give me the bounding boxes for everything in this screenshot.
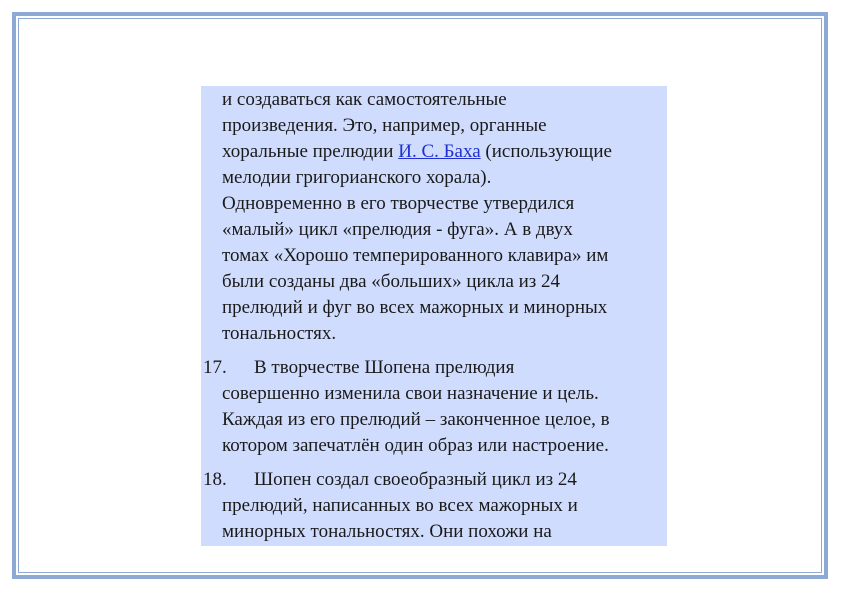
text-line: минорных тональностях. Они похожи на <box>222 521 552 542</box>
text-line: прелюдий и фуг во всех мажорных и минорных <box>222 297 608 318</box>
text-line <box>222 467 667 493</box>
text-line-with-link <box>222 139 667 165</box>
text-box[interactable] <box>201 86 667 546</box>
text-fragment: Шопен создал своеобразный цикл из 24 <box>254 469 577 490</box>
list-number: 18. <box>203 469 227 490</box>
text-line: произведения. Это, например, органные <box>222 115 547 136</box>
text-line: и создаваться как самостоятельные <box>222 89 507 110</box>
text-line: Одновременно в его творчестве утвердился <box>222 193 575 214</box>
text-fragment: (использующие <box>480 141 612 162</box>
text-line: совершенно изменила свои назначение и цель. <box>222 383 599 404</box>
text-line: тональностях. <box>222 323 337 344</box>
text-line <box>222 355 667 381</box>
text-line: прелюдий, написанных во всех мажорных и <box>222 495 578 516</box>
list-item-17 <box>201 355 667 459</box>
text-line: Каждая из его прелюдий – законченное целое, в <box>222 409 610 430</box>
text-line: были созданы два «больших» цикла из 24 <box>222 271 561 292</box>
text-line: томах «Хорошо темперированного клавира» им <box>222 245 609 266</box>
text-fragment: В творчестве Шопена прелюдия <box>254 357 515 378</box>
text-line: «малый» цикл «прелюдия - фуга». А в двух <box>222 219 573 240</box>
list-number: 17. <box>203 357 227 378</box>
bach-link[interactable]: И. С. Баха <box>398 141 481 162</box>
text-line: котором запечатлён один образ или настроение. <box>222 435 609 456</box>
text-line: мелодии григорианского хорала). <box>222 167 492 188</box>
text-fragment: хоральные прелюдии <box>222 141 399 162</box>
paragraph-continued <box>201 86 667 347</box>
list-item-18 <box>201 467 667 545</box>
